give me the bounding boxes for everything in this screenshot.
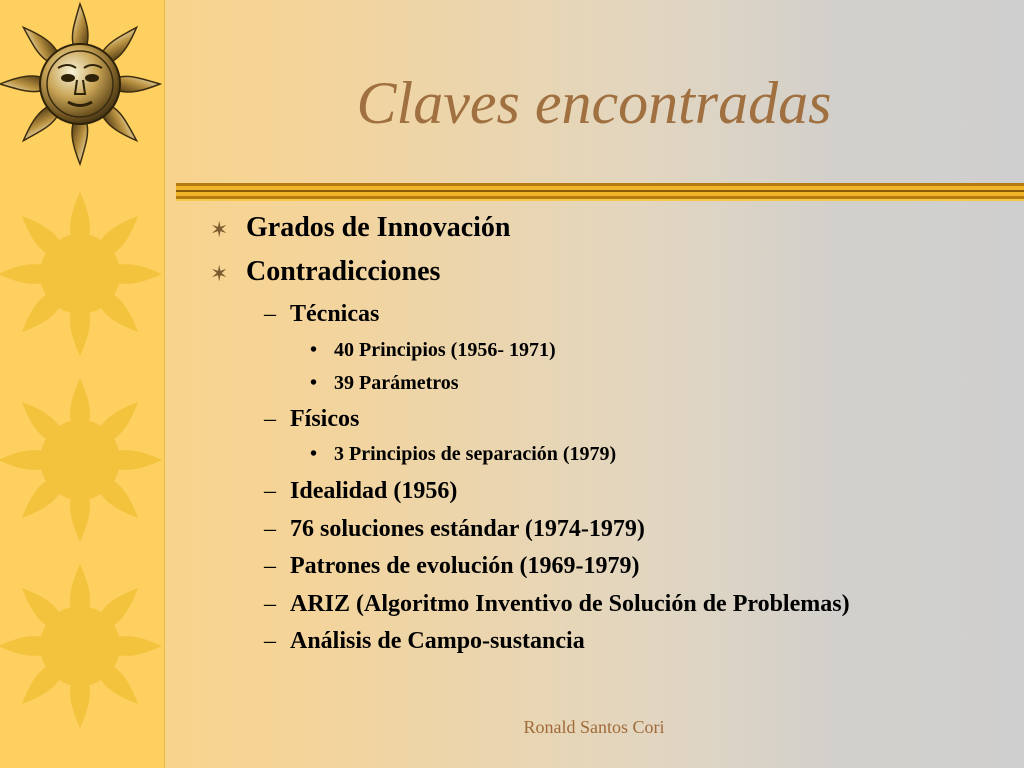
star-bullet-icon: ✶: [210, 261, 229, 286]
list-item-text: Contradicciones: [246, 256, 441, 287]
slide-title: Claves encontradas: [356, 70, 832, 136]
dot-bullet: •: [310, 443, 318, 465]
dash-bullet: –: [264, 478, 276, 504]
list-subitem-text: Análisis de Campo-sustancia: [290, 628, 585, 654]
list-subitem-text: Físicos: [290, 406, 360, 432]
dash-bullet: –: [264, 553, 276, 579]
dash-bullet: –: [264, 516, 276, 542]
dot-bullet: •: [310, 372, 318, 394]
list-subsubitem-text: 40 Principios (1956- 1971): [334, 339, 556, 361]
dash-bullet: –: [264, 301, 276, 327]
dash-bullet: –: [264, 406, 276, 432]
dash-bullet: –: [264, 628, 276, 654]
list-subsubitem-text: 39 Parámetros: [334, 372, 459, 394]
list-subitem-text: 76 soluciones estándar (1974-1979): [290, 516, 645, 542]
list-subitem-text: Patrones de evolución (1969-1979): [290, 553, 640, 579]
dot-bullet: •: [310, 339, 318, 361]
star-bullet-icon: ✶: [210, 217, 229, 242]
list-subitem-text: ARIZ (Algoritmo Inventivo de Solución de Problemas): [290, 591, 850, 617]
list-subsubitem-text: 3 Principios de separación (1979): [334, 443, 617, 465]
dash-bullet: –: [264, 591, 276, 617]
list-subitem-text: Técnicas: [290, 301, 380, 327]
list-item-text: Grados de Innovación: [246, 212, 511, 243]
slide-footer-author: Ronald Santos Cori: [523, 717, 665, 737]
list-subitem-text: Idealidad (1956): [290, 478, 458, 504]
